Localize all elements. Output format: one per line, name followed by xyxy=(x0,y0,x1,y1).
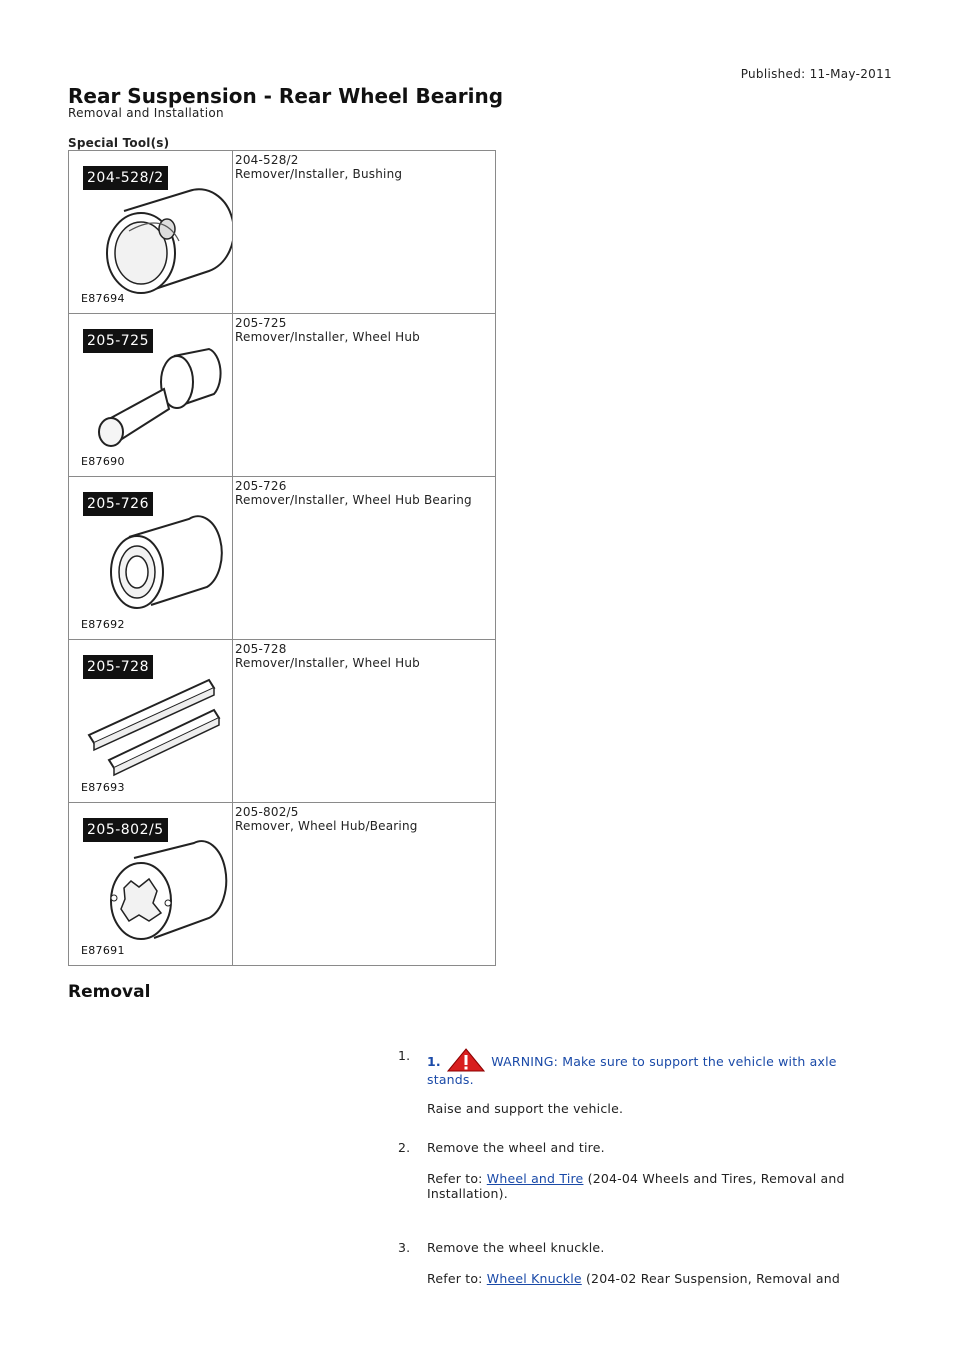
step-reference xyxy=(427,1271,867,1286)
tool-name: Remover/Installer, Wheel Hub Bearing xyxy=(235,493,472,507)
removal-heading: Removal xyxy=(68,982,151,1002)
tool-number: 204-528/2 xyxy=(235,153,299,167)
special-tools-table xyxy=(68,150,496,966)
step-reference xyxy=(427,1171,867,1201)
refer-suffix: (204-02 Rear Suspension, Removal and xyxy=(581,1271,840,1286)
step-body xyxy=(427,1048,867,1116)
figure-id: E87694 xyxy=(81,292,125,305)
tool-number: 205-725 xyxy=(235,316,287,330)
tool-number: 205-802/5 xyxy=(235,805,299,819)
step-number: 3. xyxy=(398,1240,411,1255)
tool-name: Remover/Installer, Wheel Hub xyxy=(235,330,420,344)
step-instruction: Raise and support the vehicle. xyxy=(427,1101,624,1116)
tool-image-cell xyxy=(69,314,233,477)
tool-name: Remover/Installer, Bushing xyxy=(235,167,403,181)
tool-row xyxy=(69,314,496,477)
tool-description xyxy=(233,314,496,477)
figure-id: E87693 xyxy=(81,781,125,794)
tool-label: 205-725 xyxy=(83,329,153,353)
wheel-and-tire-link[interactable]: Wheel and Tire xyxy=(486,1171,584,1186)
page-title: Rear Suspension - Rear Wheel Bearing xyxy=(68,84,504,108)
step-number: 1. xyxy=(398,1048,411,1063)
refer-prefix: Refer to: xyxy=(427,1271,487,1286)
special-tools-heading: Special Tool(s) xyxy=(68,136,170,150)
tool-number: 205-726 xyxy=(235,479,287,493)
step-instruction: Remove the wheel and tire. xyxy=(427,1140,605,1155)
tool-image-cell xyxy=(69,477,233,640)
tool-description xyxy=(233,640,496,803)
tool-label: 205-728 xyxy=(83,655,153,679)
tool-description xyxy=(233,803,496,966)
tool-row xyxy=(69,803,496,966)
tool-image-cell xyxy=(69,151,233,314)
tool-label: 205-726 xyxy=(83,492,153,516)
warning-triangle-icon xyxy=(447,1048,485,1072)
tool-name: Remover/Installer, Wheel Hub xyxy=(235,656,420,670)
step-body xyxy=(427,1140,867,1201)
published-date: Published: 11-May-2011 xyxy=(740,67,892,81)
step-number: 2. xyxy=(398,1140,411,1155)
tool-name: Remover, Wheel Hub/Bearing xyxy=(235,819,418,833)
step-instruction: Remove the wheel knuckle. xyxy=(427,1240,605,1255)
warning-label: 1. xyxy=(427,1054,441,1069)
step-body xyxy=(427,1240,867,1286)
figure-id: E87692 xyxy=(81,618,125,631)
tool-label: 205-802/5 xyxy=(83,818,168,842)
wheel-knuckle-link[interactable]: Wheel Knuckle xyxy=(486,1271,582,1286)
refer-suffix: (204-04 Wheels and Tires, Removal and Installation). xyxy=(427,1171,845,1201)
tool-image-cell xyxy=(69,640,233,803)
tool-description xyxy=(233,477,496,640)
tool-image-cell xyxy=(69,803,233,966)
warning-text: WARNING: Make sure to support the vehicle with axle stands. xyxy=(427,1054,837,1087)
tool-row xyxy=(69,477,496,640)
refer-prefix: Refer to: xyxy=(427,1171,487,1186)
figure-id: E87690 xyxy=(81,455,125,468)
page-subtitle: Removal and Installation xyxy=(68,106,224,120)
tool-label: 204-528/2 xyxy=(83,166,168,190)
tool-row xyxy=(69,640,496,803)
tool-description xyxy=(233,151,496,314)
tool-row xyxy=(69,151,496,314)
tool-number: 205-728 xyxy=(235,642,287,656)
figure-id: E87691 xyxy=(81,944,125,957)
